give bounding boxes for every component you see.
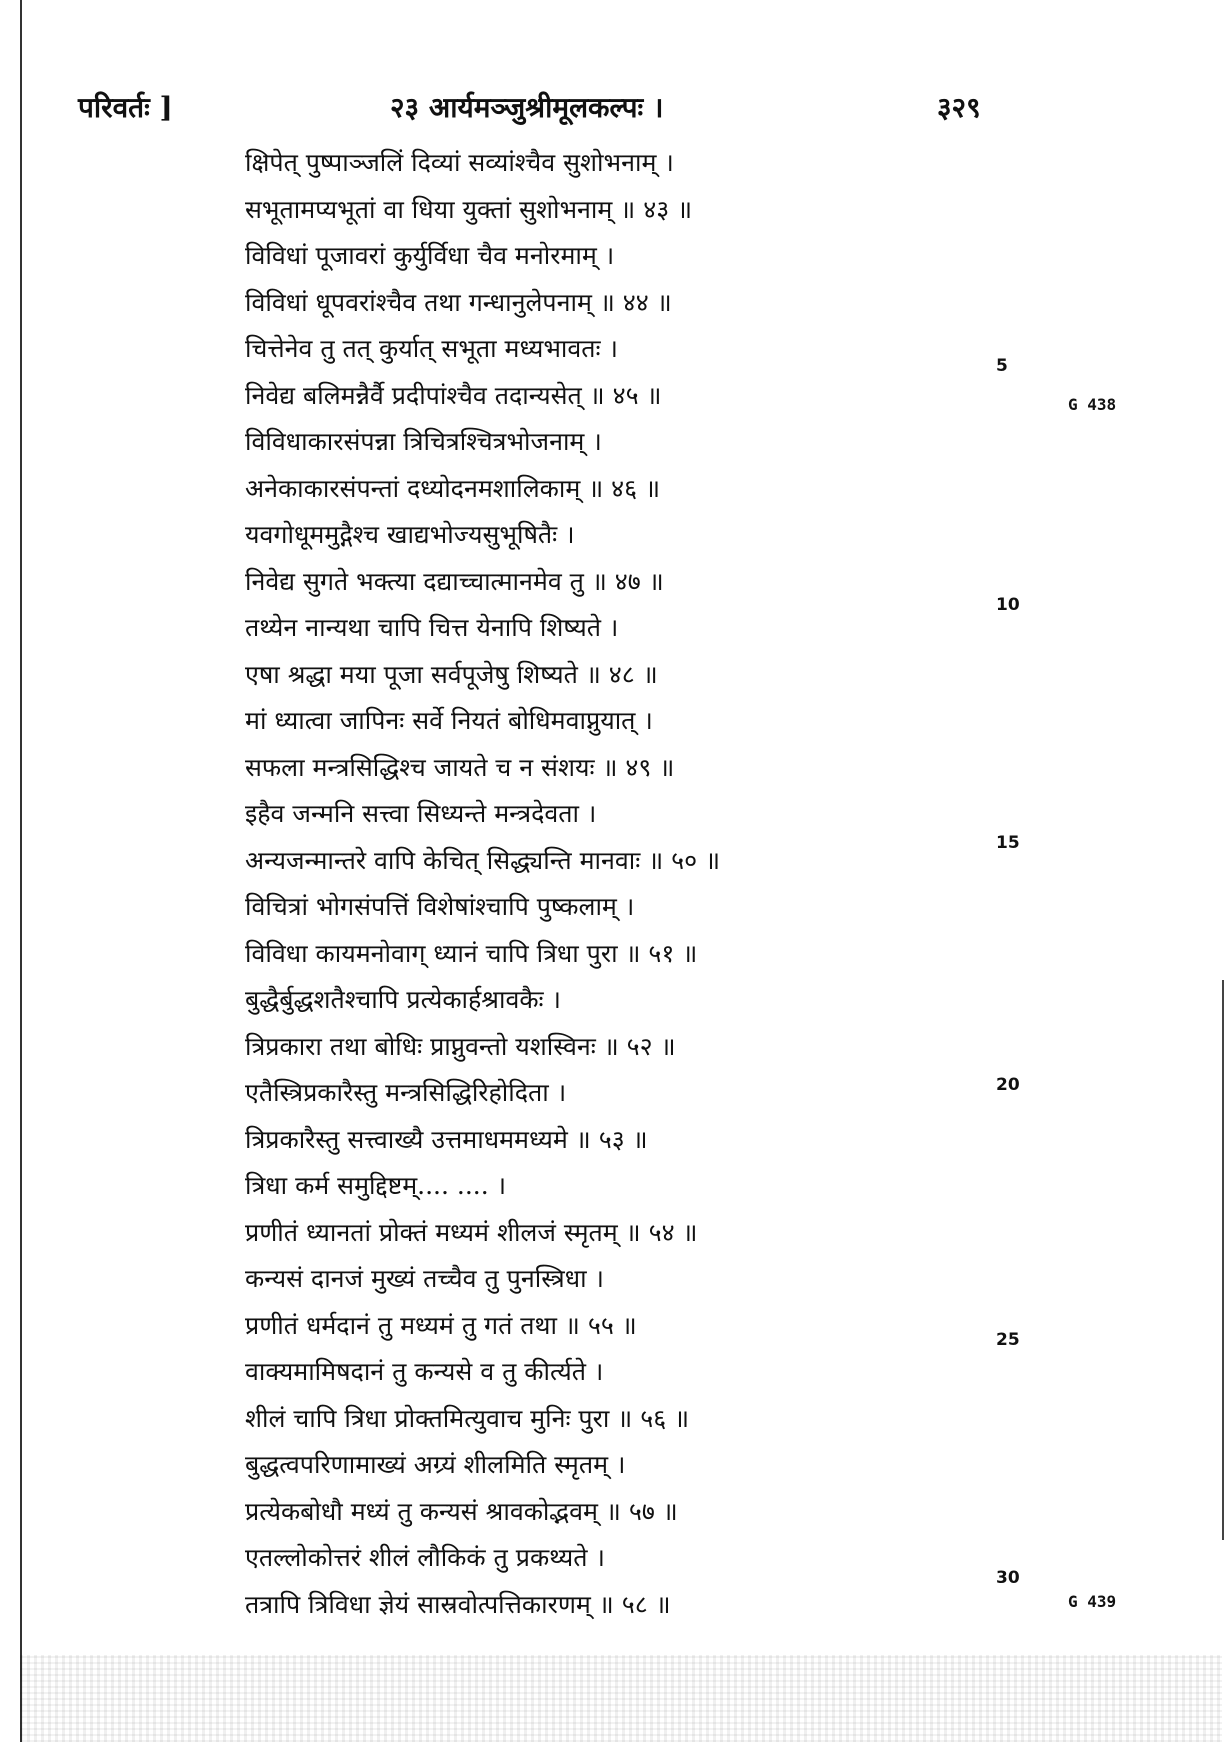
verse-line: इहैव जन्मनि सत्त्वा सिध्यन्ते मन्त्रदेवता । (245, 799, 597, 828)
verse-line: बुद्धैर्बुद्धशतैश्चापि प्रत्येकार्हश्रावकैः । (245, 985, 562, 1014)
verse-line: सभूतामप्यभूतां वा धिया युक्तां सुशोभनाम् ॥ ४३ ॥ (245, 194, 693, 224)
verse-line: त्रिप्रकारा तथा बोधिः प्राप्नुवन्तो यशस्विनः ॥ ५२ ॥ (245, 1031, 676, 1061)
verse-line: त्रिधा कर्म समुद्दिष्टम्.... .... । (245, 1171, 507, 1200)
verse-line: वाक्यमामिषदानं तु कन्यसे व तु कीर्त्यते । (245, 1357, 604, 1386)
margin-reference: G 439 (1068, 1592, 1117, 1611)
verse-line: चित्तेनेव तु तत् कुर्यात् सभूता मध्यभावतः । (245, 334, 619, 363)
binding-edge-line (20, 0, 22, 1742)
line-number-marker: 20 (996, 1075, 1020, 1095)
verse-line: अन्यजन्मान्तरे वापि केचित् सिद्ध्यन्ति मानवाः ॥ ५० ॥ (245, 845, 721, 875)
verse-line: विविधाकारसंपन्ना त्रिचित्रश्चित्रभोजनाम् । (245, 427, 602, 456)
verse-block (245, 140, 1005, 1628)
verse-line: अनेकाकारसंपन्तां दध्योदनमशालिकाम् ॥ ४६ ॥ (245, 473, 661, 503)
verse-line: विविधा कायमनोवाग् ध्यानं चापि त्रिधा पुरा ॥ ५१ ॥ (245, 938, 698, 968)
verse-line: विचित्रां भोगसंपत्तिं विशेषांश्चापि पुष्कलाम् । (245, 892, 635, 921)
line-number-marker: 15 (996, 833, 1020, 853)
line-number-marker: 30 (996, 1568, 1020, 1588)
verse-line: कन्यसं दानजं मुख्यं तच्चैव तु पुनस्त्रिधा । (245, 1264, 605, 1293)
page-number: ३२९ (937, 91, 981, 124)
line-number-marker: 25 (996, 1330, 1020, 1350)
verse-line: प्रणीतं धर्मदानं तु मध्यमं तु गतं तथा ॥ ५५ ॥ (245, 1310, 637, 1340)
verse-line: यवगोधूममुद्गैश्च खाद्यभोज्यसुभूषितैः । (245, 520, 575, 549)
verse-line: प्रणीतं ध्यानतां प्रोक्तं मध्यमं शीलजं स्मृतम् ॥ ५४ ॥ (245, 1217, 698, 1247)
line-number-marker: 5 (996, 356, 1008, 376)
margin-reference: G 438 (1068, 395, 1117, 414)
page-edge-line (1222, 980, 1224, 1540)
running-header-section: परिवर्तः ] (78, 91, 173, 124)
verse-line: त्रिप्रकारैस्तु सत्त्वाख्यै उत्तमाधममध्यमे ॥ ५३ ॥ (245, 1124, 648, 1154)
verse-line: निवेद्य सुगते भक्त्या दद्याच्चात्मानमेव तु ॥ ४७ ॥ (245, 566, 664, 596)
verse-line: सफला मन्त्रसिद्धिश्च जायते च न संशयः ॥ ४९ ॥ (245, 752, 675, 782)
verse-line: शीलं चापि त्रिधा प्रोक्तमित्युवाच मुनिः पुरा ॥ ५६ ॥ (245, 1403, 690, 1433)
verse-line: बुद्धत्वपरिणामाख्यं अग्र्यं शीलमिति स्मृतम् । (245, 1450, 626, 1479)
verse-line: प्रत्येकबोधौ मध्यं तु कन्यसं श्रावकोद्भवम् ॥ ५७ ॥ (245, 1496, 678, 1526)
verse-line: निवेद्य बलिमन्नैर्वै प्रदीपांश्चैव तदान्यसेत् ॥ ४५ ॥ (245, 380, 662, 410)
verse-line: एतैस्त्रिप्रकारैस्तु मन्त्रसिद्धिरिहोदिता । (245, 1078, 567, 1107)
scan-noise-strip (20, 1655, 1222, 1742)
verse-line: विविधां धूपवरांश्चैव तथा गन्धानुलेपनाम् ॥ ४४ ॥ (245, 287, 672, 317)
verse-line: एषा श्रद्धा मया पूजा सर्वपूजेषु शिष्यते ॥ ४८ ॥ (245, 659, 658, 689)
verse-line: क्षिपेत् पुष्पाञ्जलिं दिव्यां सव्यांश्चैव सुशोभनाम् । (245, 148, 674, 177)
verse-line: एतल्लोकोत्तरं शीलं लौकिकं तु प्रकथ्यते । (245, 1543, 605, 1572)
line-number-marker: 10 (996, 595, 1020, 615)
verse-line: विविधां पूजावरां कुर्युर्विधा चैव मनोरमाम् । (245, 241, 615, 270)
running-header-title: २३ आर्यमञ्जुश्रीमूलकल्पः । (390, 91, 664, 124)
verse-line: मां ध्यात्वा जापिनः सर्वे नियतं बोधिमवाप्नुयात् । (245, 706, 653, 735)
verse-line: तत्रापि त्रिविधा ज्ञेयं सास्रवोत्पत्तिकारणम् ॥ ५८ ॥ (245, 1589, 671, 1619)
verse-line: तथ्येन नान्यथा चापि चित्त येनापि शिष्यते । (245, 613, 619, 642)
